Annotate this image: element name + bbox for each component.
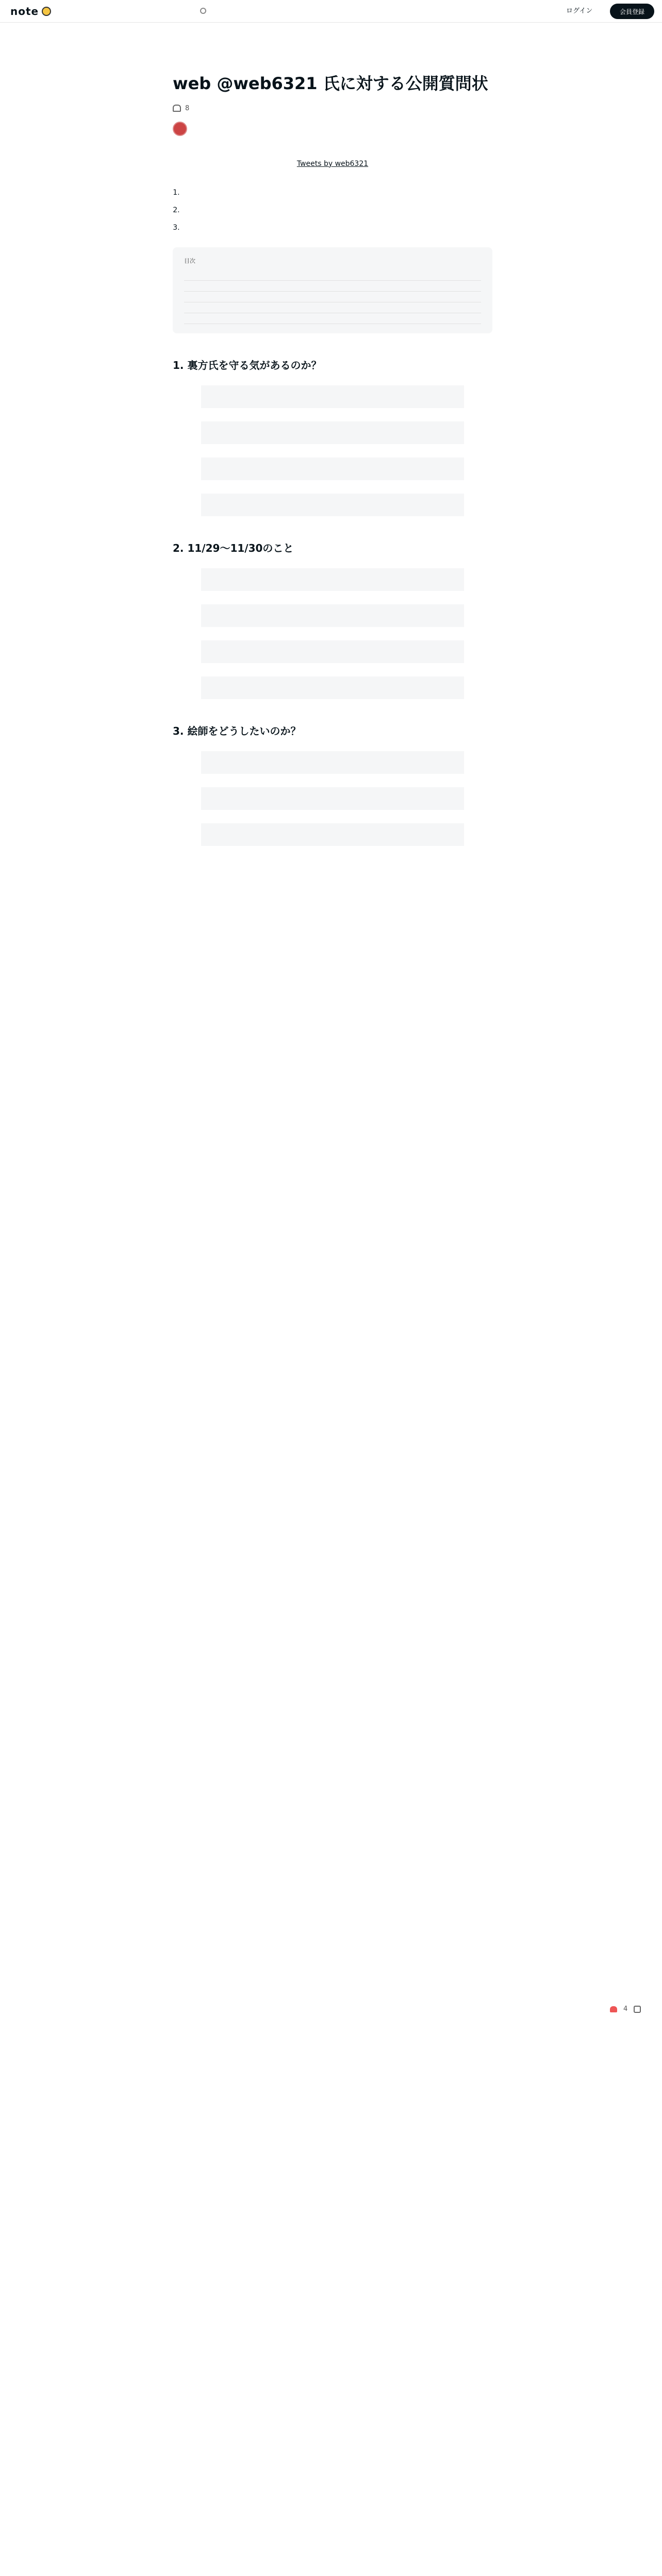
article <box>173 72 492 846</box>
embedded-tweet <box>201 604 464 627</box>
tweets-link[interactable]: Tweets by web6321 <box>296 159 369 168</box>
like-count: 8 <box>185 104 190 112</box>
heart-icon[interactable] <box>173 105 181 112</box>
search-icon <box>200 8 206 14</box>
embedded-tweet <box>201 823 464 846</box>
likes <box>173 105 492 112</box>
embedded-tweet <box>201 457 464 480</box>
embedded-tweet <box>201 787 464 810</box>
toc-item[interactable] <box>184 313 481 324</box>
list-item <box>182 203 492 217</box>
heart-icon[interactable] <box>610 2006 617 2012</box>
toc-item[interactable] <box>184 302 481 313</box>
embedded-tweet <box>201 385 464 408</box>
search-input[interactable] <box>195 3 463 19</box>
author[interactable] <box>173 122 492 136</box>
embedded-tweet <box>201 421 464 444</box>
lightbulb-icon <box>42 7 51 16</box>
floating-actions <box>610 2005 641 2013</box>
avatar[interactable] <box>173 122 187 136</box>
embedded-tweet <box>201 494 464 516</box>
toc-heading[interactable]: 目次 <box>184 257 195 264</box>
login-link[interactable]: ログイン <box>566 7 593 15</box>
section-heading: 1. 裏方氏を守る気があるのか？ <box>173 359 322 371</box>
article-title: web @web6321 氏に対する公開質問状 <box>173 74 488 93</box>
header <box>0 0 662 23</box>
section-heading: 2. 11/29〜11/30のこと <box>173 541 294 554</box>
embedded-tweet <box>201 640 464 663</box>
share-icon[interactable] <box>634 2006 641 2013</box>
toc-item[interactable] <box>184 292 481 302</box>
signup-button[interactable]: 会員登録 <box>610 4 654 19</box>
table-of-contents <box>173 247 492 333</box>
demands-list <box>173 185 492 235</box>
toc-item[interactable] <box>184 270 481 281</box>
embedded-tweet <box>201 676 464 699</box>
list-item <box>182 221 492 235</box>
note-logo[interactable]: note <box>10 5 51 18</box>
embedded-tweet <box>201 568 464 591</box>
toc-item[interactable] <box>184 281 481 292</box>
embedded-tweet <box>201 751 464 774</box>
list-item <box>182 185 492 200</box>
like-count: 4 <box>623 2005 628 2013</box>
section-heading: 3. 絵師をどうしたいのか？ <box>173 724 301 737</box>
